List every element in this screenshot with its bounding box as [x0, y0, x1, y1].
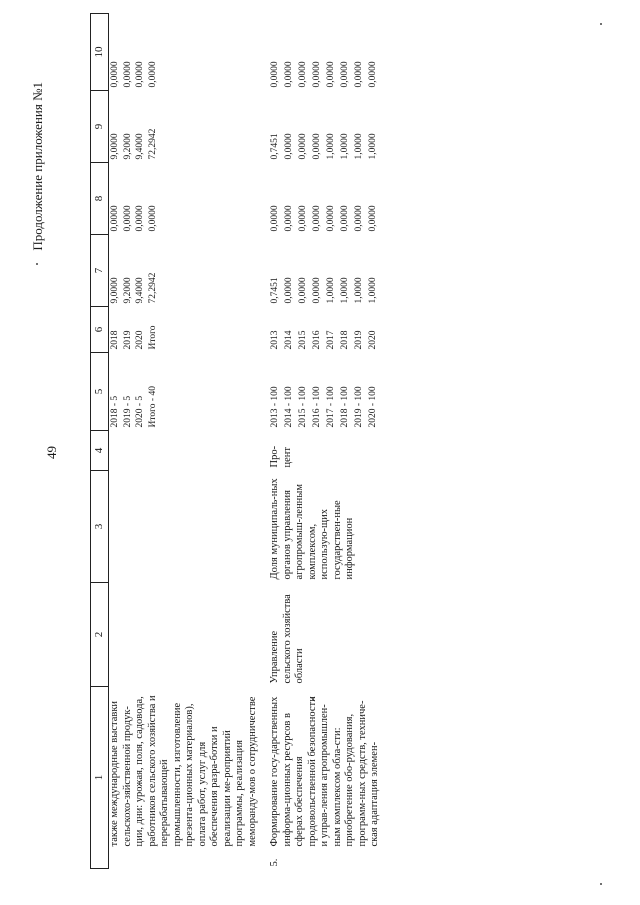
value-cell: 72,2942 [147, 272, 158, 304]
value-cell: 0,0000 [312, 205, 323, 232]
unit-cell [109, 431, 270, 471]
period-value: 2019 - 5 [122, 395, 133, 428]
value-cell: 0,0000 [270, 61, 280, 88]
continued-description: также международные выставки сельскохо-зяйственной продук-ции, дни: урожая, поля, садовода, работников сельского хозяйства и перерабатывающей промышленности, изготовление презента-ционных материалов), оплата работ, услуг для обеспечения разра-ботки и реализации ме-роприятий программы, реализация меморанду-мов о сотрудничестве [109, 695, 258, 847]
row5-description: Формирование госу-дарственных информа-ционных ресурсов в сферах обеспечения продовольственной безопасности и управ-ления агропромышлен-ным комплексом обла-сти: приобретение обо-рудования, программ-ных средств, техниче-ская адаптация элемен- [269, 696, 380, 847]
row5-description-cell [269, 687, 382, 869]
period-value: 2015 - 100 [298, 386, 309, 428]
year-cell: 2017 [326, 330, 337, 350]
period-value: 2019 - 100 [354, 386, 365, 428]
value-cell: 1,0000 [340, 133, 351, 160]
table-row [109, 14, 122, 869]
period-value: 2018 - 100 [340, 386, 351, 428]
column-header: 5 [91, 353, 109, 431]
value-cell: 1,0000 [354, 133, 365, 160]
indicator-cell [109, 471, 270, 583]
value-cell: 0,0000 [284, 133, 295, 160]
period-value: 2016 - 100 [312, 386, 323, 428]
value-cell: 0,0000 [110, 205, 120, 232]
period-value: 2020 - 100 [368, 386, 379, 428]
column-header: 6 [91, 307, 109, 353]
value-cell: 72,2942 [147, 128, 158, 160]
year-cell: 2014 [284, 330, 295, 350]
year-cell: 2020 [368, 330, 379, 350]
value-cell: 0,0000 [298, 277, 309, 304]
executor-cell [109, 583, 270, 687]
value-cell: 1,0000 [368, 277, 379, 304]
value-cell: 0,0000 [284, 205, 295, 232]
value-cell: 0,0000 [135, 61, 145, 88]
year-cell: 2019 [122, 330, 133, 350]
value-cell: 0,0000 [122, 205, 133, 232]
period-value: Итого - 40 [147, 386, 158, 428]
year-cell: 2016 [312, 330, 323, 350]
period-value: 2018 - 5 [110, 395, 120, 428]
value-cell: 0,0000 [340, 205, 351, 232]
value-cell: 0,0000 [122, 61, 133, 88]
scan-speck [600, 23, 602, 25]
value-cell: 0,0000 [368, 205, 379, 232]
value-cell: 9,4000 [135, 133, 145, 160]
page-number: 49 [44, 446, 59, 459]
value-cell: 0,0000 [135, 205, 145, 232]
column-header: 1 [91, 687, 109, 869]
period-value: 2020 - 5 [135, 395, 145, 428]
unit-cell: Про-цент [269, 445, 293, 468]
appendix-title: Продолжение приложения №1 [30, 82, 45, 251]
value-cell: 9,2000 [122, 133, 133, 160]
value-cell: 0,0000 [312, 61, 323, 88]
year-cell: 2018 [340, 330, 351, 350]
year-cell: 2018 [110, 330, 120, 350]
value-cell: 1,0000 [368, 133, 379, 160]
value-cell: 0,0000 [368, 61, 379, 88]
value-cell: 0,0000 [284, 61, 295, 88]
value-cell: 0,0000 [270, 205, 280, 232]
table-header-row [91, 14, 109, 869]
column-header: 8 [91, 163, 109, 235]
budget-table [90, 13, 382, 869]
column-header: 7 [91, 235, 109, 307]
indicator-cell: Доля муниципаль-ных органов управления агропромыш-ленным комплексом, использую-щих государствен-ные информацион [269, 478, 355, 580]
value-cell: 1,0000 [340, 277, 351, 304]
column-header: 2 [91, 583, 109, 687]
period-value: 2013 - 100 [270, 386, 280, 428]
value-cell: 9,2000 [122, 277, 133, 304]
value-cell: 9,0000 [110, 133, 120, 160]
executor-cell: Управление сельского хозяйства области [269, 594, 305, 684]
year-cell: 2019 [354, 330, 365, 350]
year-cell: 2020 [135, 330, 145, 350]
column-header: 10 [91, 14, 109, 91]
value-cell: 0,0000 [354, 61, 365, 88]
value-cell: 0,7451 [270, 277, 280, 304]
value-cell: 9,4000 [135, 277, 145, 304]
value-cell: 0,0000 [326, 61, 337, 88]
value-cell: 9,0000 [110, 277, 120, 304]
scan-speck [36, 263, 38, 265]
value-cell: 0,0000 [110, 61, 120, 88]
value-cell: 1,0000 [354, 277, 365, 304]
value-cell: 0,7451 [270, 133, 280, 160]
year-cell: Итого [147, 325, 158, 350]
value-cell: 0,0000 [147, 205, 158, 232]
period-value: 2014 - 100 [284, 386, 295, 428]
year-cell: 2013 [270, 330, 280, 350]
value-cell: 0,0000 [298, 205, 309, 232]
period-value: 2017 - 100 [326, 386, 337, 428]
year-cell: 2015 [298, 330, 309, 350]
column-header: 9 [91, 91, 109, 163]
value-cell: 0,0000 [326, 205, 337, 232]
column-header: 4 [91, 431, 109, 471]
value-cell: 1,0000 [326, 133, 337, 160]
value-cell: 0,0000 [340, 61, 351, 88]
scan-speck [600, 883, 602, 885]
value-cell: 0,0000 [298, 61, 309, 88]
value-cell: 0,0000 [284, 277, 295, 304]
value-cell: 0,0000 [298, 133, 309, 160]
value-cell: 0,0000 [147, 61, 158, 88]
value-cell: 1,0000 [326, 277, 337, 304]
value-cell: 0,0000 [312, 133, 323, 160]
column-header: 3 [91, 471, 109, 583]
row-number: 5. [269, 858, 280, 867]
value-cell: 0,0000 [354, 205, 365, 232]
empty-space [159, 14, 269, 431]
value-cell: 0,0000 [312, 277, 323, 304]
table-row [269, 14, 283, 869]
